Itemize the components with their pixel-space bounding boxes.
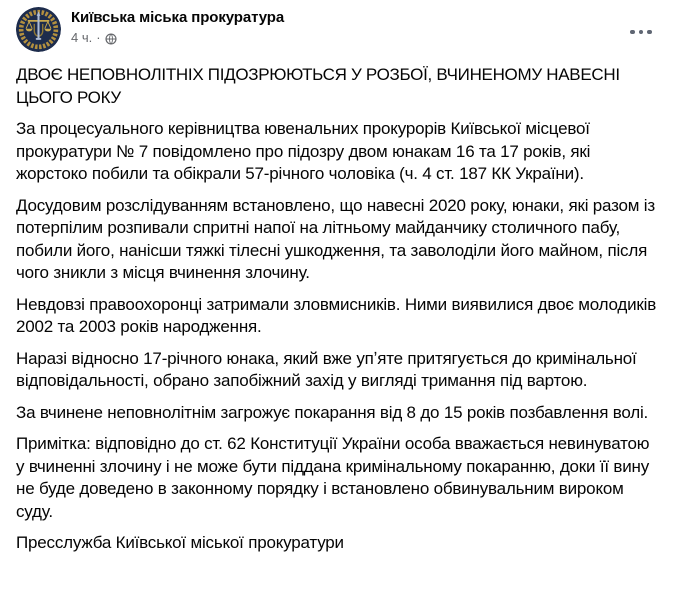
- post-paragraph: Невдовзі правоохоронці затримали зловмисників. Ними виявилися двоє молодиків 2002 та 2003 років народження.: [16, 294, 661, 336]
- post-paragraph: За процесуального керівництва ювенальних прокурорів Київської місцевої прокуратури № 7 повідомлено про підозру двом юнакам 16 та 17 років, які жорстоко побили та обікрали 57-річного чоловіка (ч. 4 ст. 187 КК України).: [16, 119, 595, 183]
- post-headline: ДВОЄ НЕПОВНОЛІТНІХ ПІДОЗРЮЮТЬСЯ У РОЗБОЇ, ВЧИНЕНОМУ НАВЕСНІ ЦЬОГО РОКУ: [16, 65, 625, 107]
- post-paragraph: Наразі відносно 17-річного юнака, який вже упʼяте притягується до кримінальної відповідальності, обрано запобіжний захід у вигляді тримання під вартою.: [16, 348, 642, 390]
- post-signature: Пресслужба Київської міської прокуратури: [16, 533, 344, 552]
- post-paragraph: Примітка: відповідно до ст. 62 Конституції України особа вважається невинуватою у вчиненні злочину і не може бути піддана кримінальному покаранню, доки її вину не буде доведено в законному порядку і встановлено обвинувальним вироком суду.: [16, 434, 654, 521]
- post-header: [16, 6, 657, 58]
- prosecutor-office-logo-icon: [16, 7, 61, 52]
- globe-public-icon: [105, 33, 117, 45]
- post-options-button[interactable]: [623, 18, 659, 46]
- post-paragraph: За вчинене неповнолітнім загрожує покарання від 8 до 15 років позбавлення волі.: [16, 402, 649, 422]
- header-meta: [71, 6, 284, 46]
- page-name-link[interactable]: Київська міська прокуратура: [71, 9, 285, 26]
- timestamp-row: [71, 30, 284, 46]
- post-paragraph: Досудовим розслідуванням встановлено, що навесні 2020 року, юнаки, які разом із потерпілим розпивали спритні напої на літньому майданчику столичного пабу, побили його, нанісши тяжкі тілесні ушкодження, та заволоділи його майном, після чого зникли з місця вчинення злочину.: [16, 195, 660, 282]
- post-text: [16, 64, 661, 555]
- ellipsis-icon: [630, 30, 652, 35]
- timestamp-separator: ·: [96, 30, 101, 45]
- page-avatar[interactable]: [16, 7, 61, 52]
- post-timestamp[interactable]: 4 ч.: [71, 30, 93, 45]
